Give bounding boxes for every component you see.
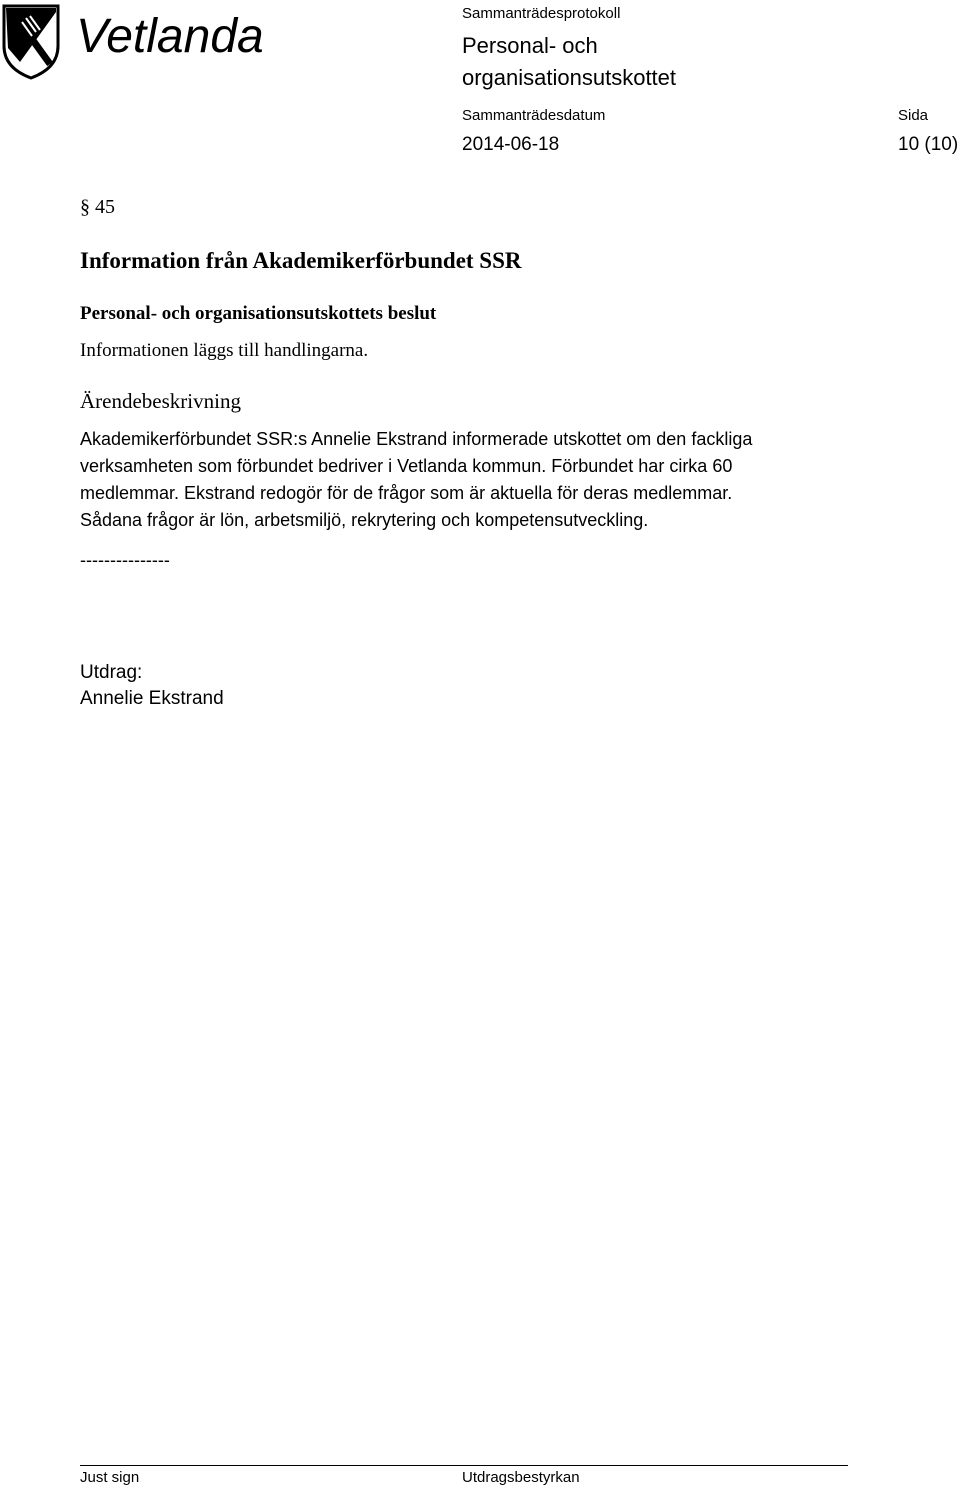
doc-type: Sammanträdesprotokoll [462,5,621,22]
description-line: Sådana frågor är lön, arbetsmiljö, rekrytering och kompetensutveckling. [80,510,649,530]
utdragsbestyrkan-label: Utdragsbestyrkan [462,1469,580,1486]
vetlanda-logo [0,0,300,80]
page-label: Sida [898,107,929,124]
section-title: Information från Akademikerförbundet SSR [80,248,522,273]
section-number [80,196,115,219]
coat-of-arms-icon [0,0,300,80]
committee-line-1: Personal- och [462,33,598,58]
decision-heading: Personal- och organisationsutskottets beslut [80,303,437,324]
committee-line-2: organisationsutskottet [462,65,677,90]
extract-recipient: Annelie Ekstrand [80,688,224,709]
description-line: Akademikerförbundet SSR:s Annelie Ekstrand informerade utskottet om den fackliga [80,429,753,449]
description-body [80,426,820,534]
separator: --------------- [80,550,170,570]
description-heading: Ärendebeskrivning [80,389,241,413]
footer-rule [80,1465,848,1466]
description-line: medlemmar. Ekstrand redogör för de frågor som är aktuella för deras medlemmar. [80,483,733,503]
paragraph-symbol: § [80,196,90,218]
description-line: verksamheten som förbundet bedriver i Vetlanda kommun. Förbundet har cirka 60 [80,456,733,476]
page-value: 10 (10) [898,134,959,155]
decision-text: Informationen läggs till handlingarna. [80,340,369,361]
logo-wordmark: Vetlanda [76,10,264,63]
just-sign-label: Just sign [80,1469,140,1486]
date-value: 2014-06-18 [462,134,560,155]
date-label: Sammanträdesdatum [462,107,606,124]
section-number-value: 45 [95,196,115,218]
extract-label: Utdrag: [80,662,143,683]
